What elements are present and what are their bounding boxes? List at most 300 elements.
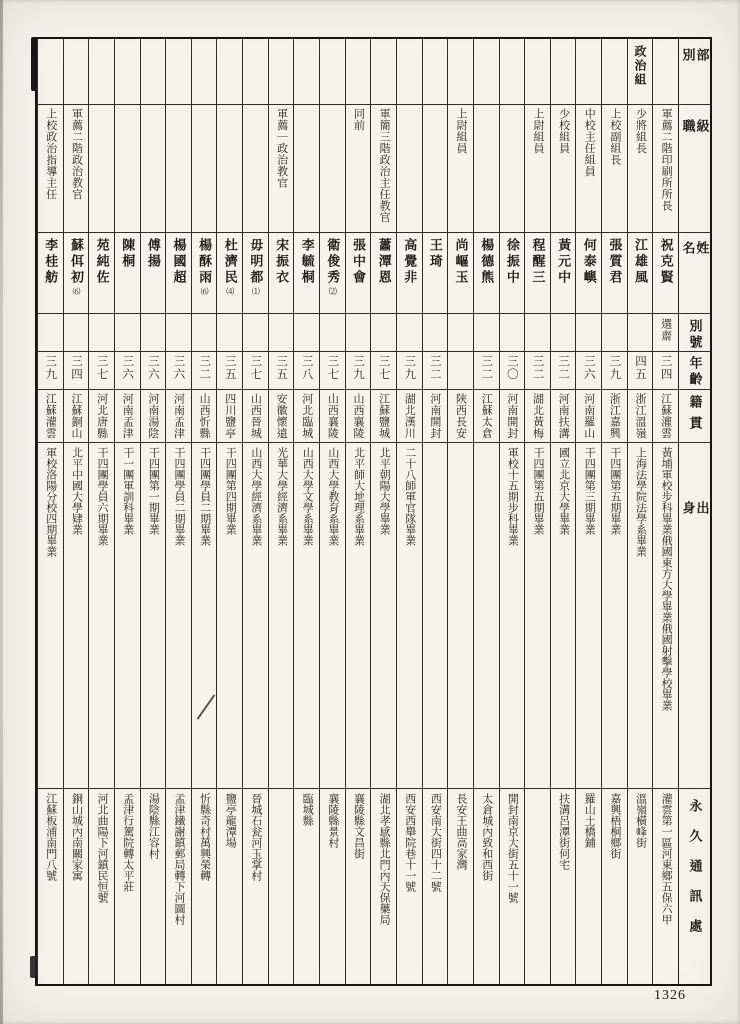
cell-origin [38,390,63,443]
person-name: 陳桐 [120,238,136,270]
cell-alias [474,314,499,352]
cell-name [628,233,653,314]
cell-rank [320,105,345,233]
person-age: 三四 [659,355,672,381]
person-column [345,39,371,984]
cell-address [551,789,576,984]
person-age: 三七 [326,355,339,381]
person-background: 干四團第五期畢業 [531,447,544,535]
person-origin: 山西襄陵 [326,393,339,439]
person-column [37,39,63,984]
cell-alias [64,314,89,352]
cell-rank [525,105,550,233]
person-origin: 江蘇灌雲 [44,393,57,439]
person-address: 溫嶺橫峰街 [634,793,647,848]
person-name: 黃元中 [556,238,572,286]
cell-rank [115,105,140,233]
cell-department [448,39,473,105]
cell-name [89,233,114,314]
person-origin: 河北唐縣 [95,393,108,439]
person-background: 北平師大地理系畢業 [352,447,365,546]
person-background: 山西大學文學系畢業 [301,447,314,546]
cell-origin [576,390,601,443]
person-rank: 上尉組員 [455,108,468,154]
person-address: 忻縣奇村萬興榮轉 [198,793,211,881]
person-rank: 上校政治指導主任 [44,108,57,200]
cell-alias [653,314,678,352]
cell-age [269,352,294,390]
cell-address [269,789,294,984]
cell-age [551,352,576,390]
cell-origin [397,390,422,443]
cell-rank [653,105,678,233]
cell-address [217,789,242,984]
cell-background [64,443,89,789]
cell-rank [423,105,448,233]
person-name: 楊國超 [171,238,187,286]
cell-background [192,443,217,789]
cell-rank [141,105,166,233]
cell-age [243,352,268,390]
cell-age [371,352,396,390]
cell-origin [217,390,242,443]
cell-address [243,789,268,984]
cell-age [166,352,191,390]
cell-age [294,352,319,390]
cell-rank [346,105,371,233]
person-rank: 上校副組長 [608,108,621,166]
cell-age [346,352,371,390]
person-background: 干四團學員二期畢業 [198,447,211,546]
person-background: 上海法學院法學系畢業 [634,447,647,557]
cell-age [141,352,166,390]
person-origin: 河南湯陰 [146,393,159,439]
cell-name [397,233,422,314]
cell-address [602,789,627,984]
scan-artifact [30,956,37,978]
cell-origin [525,390,550,443]
person-name: 苑純佐 [94,238,110,286]
person-name: 何泰嶼 [581,238,597,286]
cell-department [423,39,448,105]
person-age: 三四 [69,355,82,381]
cell-name [346,233,371,314]
cell-alias [551,314,576,352]
person-column [370,39,396,984]
person-age: 三九 [44,355,57,381]
cell-origin [269,390,294,443]
cell-rank [192,105,217,233]
person-age: 三二 [198,355,211,381]
cell-alias [628,314,653,352]
person-background: 干四團學員六期畢業 [96,447,109,546]
person-column [242,39,268,984]
person-name: 程醒三 [530,238,546,286]
cell-alias [371,314,396,352]
cell-alias [243,314,268,352]
cell-address [397,789,422,984]
person-rank: 少將組長 [634,108,647,154]
cell-origin [141,390,166,443]
person-column [601,39,627,984]
cell-rank [576,105,601,233]
cell-address [576,789,601,984]
person-address: 孟津鐵謝鎮郵局轉下河圖村 [173,793,185,925]
person-address: 灌雲第一區河東鄉五保六甲 [660,793,673,925]
person-rank: 軍薦｜政治教官 [275,108,288,189]
cell-department [320,39,345,105]
person-background: 軍校十五期步科畢業 [506,447,519,546]
cell-rank [397,105,422,233]
page-number: 1326 [654,988,686,1003]
cell-age [576,352,601,390]
cell-department [551,39,576,105]
cell-age [320,352,345,390]
cell-origin [474,390,499,443]
person-age: 三八 [300,355,313,381]
person-address: 晉城石瓮河玉掌村 [249,793,262,881]
cell-department [217,39,242,105]
cell-rank [89,105,114,233]
cell-origin [346,390,371,443]
cell-origin [628,390,653,443]
cell-background [217,443,242,789]
cell-background [371,443,396,789]
person-age: 三二 [557,355,570,381]
person-background: 北平中國大學肄業 [70,447,83,535]
cell-age [89,352,114,390]
person-name: 衛俊秀 [325,238,341,286]
person-name: 祝克賢 [658,238,674,286]
person-background: 國立北京大學畢業 [557,447,570,535]
person-name-note: ⑴ [251,287,261,295]
person-age: 三二 [480,355,493,381]
cell-origin [602,390,627,443]
person-column [319,39,345,984]
person-age: 三〇 [505,355,518,381]
cell-origin [320,390,345,443]
cell-address [38,789,63,984]
cell-alias [166,314,191,352]
cell-rank [602,105,627,233]
person-origin: 河南開封 [505,393,518,439]
person-name: 杜濟民 [222,238,238,286]
header-name-label: 姓名 [680,241,710,280]
person-origin: 河南孟津 [121,393,134,439]
cell-name [141,233,166,314]
cell-age [397,352,422,390]
cell-department [525,39,550,105]
header-cell-origin [679,390,710,443]
person-address: 江蘇板浦南門八號 [44,793,57,881]
person-column [63,39,89,984]
person-column [499,39,525,984]
cell-background [320,443,345,789]
cell-address [628,789,653,984]
person-column [652,39,678,984]
person-origin: 河南孟津 [172,393,185,439]
cell-origin [423,390,448,443]
cell-origin [115,390,140,443]
person-age: 三六 [121,355,134,381]
person-background: 干四團第一期畢業 [147,447,160,535]
person-name-note: ⑵ [328,287,338,295]
cell-age [192,352,217,390]
person-address: 臨城縣 [301,793,314,826]
person-address: 開封南京大街五十一號 [506,793,519,903]
cell-rank [38,105,63,233]
person-name: 尚嶇玉 [453,238,469,286]
person-age: 三九 [403,355,416,381]
cell-alias [397,314,422,352]
person-name: 高覺非 [402,238,418,286]
person-origin: 安徽懷遠 [275,393,288,439]
cell-alias [294,314,319,352]
person-age: 三六 [146,355,159,381]
cell-name [576,233,601,314]
person-column [165,39,191,984]
cell-address [423,789,448,984]
cell-address [294,789,319,984]
person-column [293,39,319,984]
cell-background [346,443,371,789]
cell-background [448,443,473,789]
person-column [88,39,114,984]
cell-background [269,443,294,789]
person-name: 王琦 [427,238,443,270]
cell-alias [115,314,140,352]
person-name: 徐振中 [504,238,520,286]
cell-age [628,352,653,390]
cell-alias [141,314,166,352]
person-background: 光華大學經濟系畢業 [275,447,288,546]
cell-name [320,233,345,314]
header-rank-label: 級職 [680,119,710,188]
header-age-label: 年齡 [687,356,703,388]
header-cell-department [679,39,710,105]
cell-name [269,233,294,314]
person-origin: 河北臨城 [300,393,313,439]
cell-alias [448,314,473,352]
cell-background [243,443,268,789]
person-age: 三五 [275,355,288,381]
header-cell-age [679,352,710,390]
cell-background [500,443,525,789]
person-age: 三七 [249,355,262,381]
cell-address [89,789,114,984]
cell-origin [653,390,678,443]
person-origin: 江蘇灌雲 [659,393,672,439]
person-column [524,39,550,984]
person-address: 嘉興梧桐鄉街 [608,793,621,859]
person-age: 三七 [377,355,390,381]
cell-background [166,443,191,789]
cell-origin [192,390,217,443]
cell-rank [166,105,191,233]
person-department: 政治組 [633,45,648,87]
cell-background [38,443,63,789]
cell-address [166,789,191,984]
header-cell-alias [679,314,710,352]
person-address: 銅山城內南關家寓 [70,793,83,881]
person-column [191,39,217,984]
person-column [550,39,576,984]
person-name: 蕭潭恩 [376,238,392,286]
cell-background [115,443,140,789]
cell-background [397,443,422,789]
header-alias-label: 別號 [687,319,703,351]
cell-origin [243,390,268,443]
cell-rank [217,105,242,233]
cell-address [192,789,217,984]
cell-origin [448,390,473,443]
cell-age [525,352,550,390]
person-rank: 上尉組員 [531,108,544,154]
cell-origin [64,390,89,443]
cell-background [474,443,499,789]
cell-alias [346,314,371,352]
cell-name [294,233,319,314]
scan-artifact [31,37,37,91]
person-origin: 陝西長安 [454,393,467,439]
cell-department [602,39,627,105]
person-alias: 選齋 [659,318,672,342]
person-name: 張質君 [607,238,623,286]
cell-rank [269,105,294,233]
person-origin: 湖北黃梅 [531,393,544,439]
person-background: 干四團第三期畢業 [583,447,596,535]
cell-department [269,39,294,105]
cell-background [576,443,601,789]
person-column [396,39,422,984]
cell-alias [525,314,550,352]
person-background: 黃埔軍校步科畢業俄國東方大學畢業俄國射擊學校畢業 [660,447,673,711]
person-rank: 中校主任組員 [583,108,596,177]
cell-department [576,39,601,105]
person-column [473,39,499,984]
cell-name [653,233,678,314]
cell-name [64,233,89,314]
person-background: 干四團第五期畢業 [608,447,621,535]
cell-rank [500,105,525,233]
person-name: 楊酥雨 [197,238,213,286]
person-address: 長安王曲高家灣 [455,793,468,870]
person-column [140,39,166,984]
cell-alias [576,314,601,352]
person-origin: 山西忻縣 [198,393,211,439]
person-name-note: ⑹ [200,287,210,295]
person-background: 二十八師軍官隊畢業 [403,447,416,546]
cell-background [141,443,166,789]
person-age: 三六 [172,355,185,381]
scan-edge [0,0,3,1024]
person-age: 三六 [582,355,595,381]
person-background: 山西大學經濟系畢業 [249,447,262,546]
person-background: 北平朝陽大學畢業 [378,447,391,535]
cell-address [474,789,499,984]
person-background: 軍校洛陽分校四期畢業 [44,447,57,557]
header-column [678,39,710,984]
person-age: 三五 [223,355,236,381]
header-department-label: 部別 [680,48,710,77]
person-name: 楊德熊 [479,238,495,286]
cell-department [474,39,499,105]
person-name: 宋振衣 [274,238,290,286]
cell-background [423,443,448,789]
cell-name [115,233,140,314]
person-age: 三二 [531,355,544,381]
person-name: 張中會 [350,238,366,286]
cell-department [141,39,166,105]
cell-department [243,39,268,105]
person-name: 傅揚 [145,238,161,270]
person-origin: 山西晉城 [249,393,262,439]
person-column [216,39,242,984]
header-background-label: 出身 [680,501,710,664]
cell-age [217,352,242,390]
cell-alias [192,314,217,352]
person-age: 三七 [95,355,108,381]
cell-department [653,39,678,105]
cell-origin [166,390,191,443]
cell-name [474,233,499,314]
cell-alias [423,314,448,352]
person-name-note: ⑹ [71,287,81,295]
person-background: 干四團學員二期畢業 [173,447,185,546]
person-origin: 江蘇太倉 [480,393,493,439]
header-origin-label: 籍貫 [687,395,703,437]
cell-department [115,39,140,105]
cell-alias [500,314,525,352]
cell-age [500,352,525,390]
cell-name [525,233,550,314]
cell-department [38,39,63,105]
cell-name [217,233,242,314]
cell-department [64,39,89,105]
person-background: 山西大學教育系畢業 [326,447,339,546]
cell-rank [294,105,319,233]
cell-background [602,443,627,789]
person-name: 李毓桐 [299,238,315,286]
person-name: 蘇佴初 [68,238,84,286]
cell-age [653,352,678,390]
person-background: 干四團第四期畢業 [224,447,237,535]
cell-rank [64,105,89,233]
cell-rank [474,105,499,233]
cell-rank [371,105,396,233]
person-age: 三九 [351,355,364,381]
cell-name [243,233,268,314]
person-address: 湯陰縣江容村 [147,793,160,859]
cell-rank [448,105,473,233]
cell-department [294,39,319,105]
person-age: 四五 [634,355,647,381]
cell-department [346,39,371,105]
person-address: 扶溝呂潭街何宅 [557,793,570,870]
person-rank: 軍薦二階政治教官 [70,108,83,200]
cell-background [628,443,653,789]
person-address: 羅山土橋鋪 [583,793,596,848]
cell-origin [500,390,525,443]
person-origin: 江蘇銅山 [69,393,82,439]
cell-name [38,233,63,314]
cell-name [192,233,217,314]
person-origin: 河南羅山 [582,393,595,439]
cell-alias [38,314,63,352]
person-address: 孟津行駕院轉太平莊 [121,793,134,892]
person-address: 西安南大街四十二號 [429,793,442,892]
cell-name [166,233,191,314]
